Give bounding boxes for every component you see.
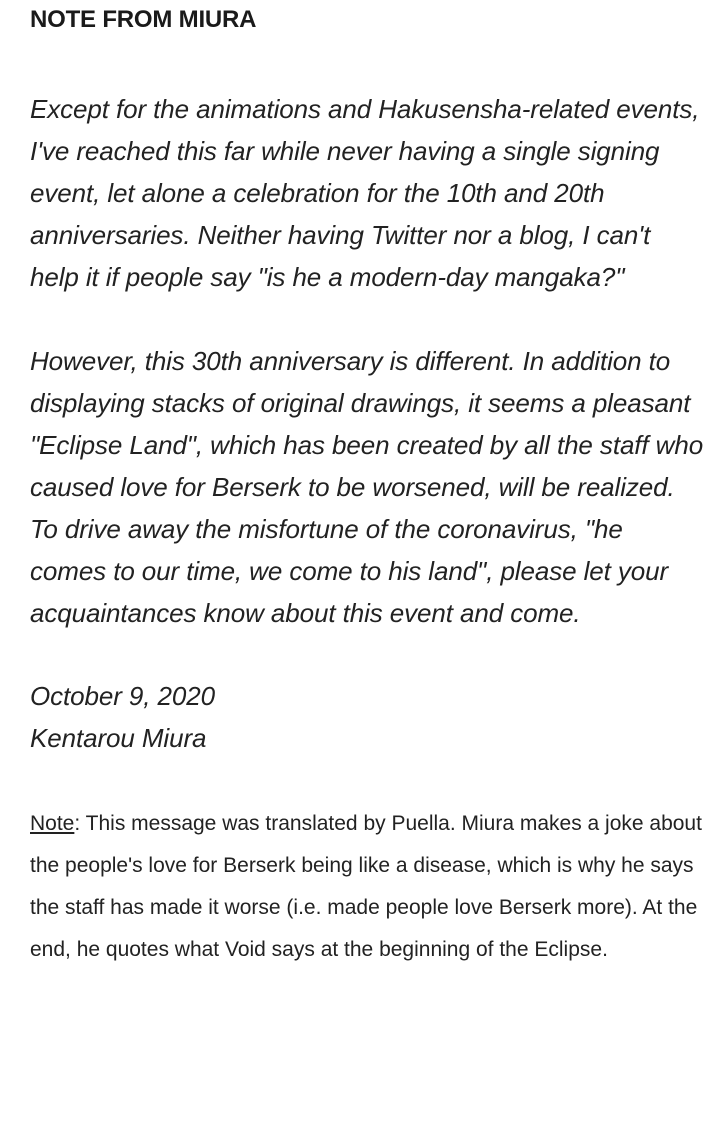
document-page — [30, 0, 705, 971]
note-label: Note — [30, 812, 75, 835]
letter-body — [30, 88, 705, 759]
note-text: : This message was translated by Puella. Miura makes a joke about the people's love for Berserk being like a disease, which is why he says the staff has made it worse (i.e. made people love Berserk more). At the end, he quotes what Void says at the beginning of the Eclipse. — [30, 812, 702, 961]
letter-signature: Kentarou Miura — [30, 723, 207, 753]
page-title: NOTE FROM MIURA — [30, 6, 257, 33]
letter-date: October 9, 2020 — [30, 681, 215, 711]
letter-paragraph-1: Except for the animations and Hakusensha-related events, I've reached this far while never having a single signing event, let alone a celebration for the 10th and 20th anniversaries. Neither having Twitter nor a blog, I can't help it if people say "is he a modern-day mangaka?" — [30, 94, 700, 292]
letter-paragraph-2: However, this 30th anniversary is different. In addition to displaying stacks of original drawings, it seems a pleasant "Eclipse Land", which has been created by all the staff who caused love for Berserk to be worsened, will be realized. To drive away the misfortune of the coronavirus, "he comes to our time, we come to his land", please let your acquaintances know about this event and come. — [30, 346, 704, 628]
translator-note — [30, 803, 705, 971]
